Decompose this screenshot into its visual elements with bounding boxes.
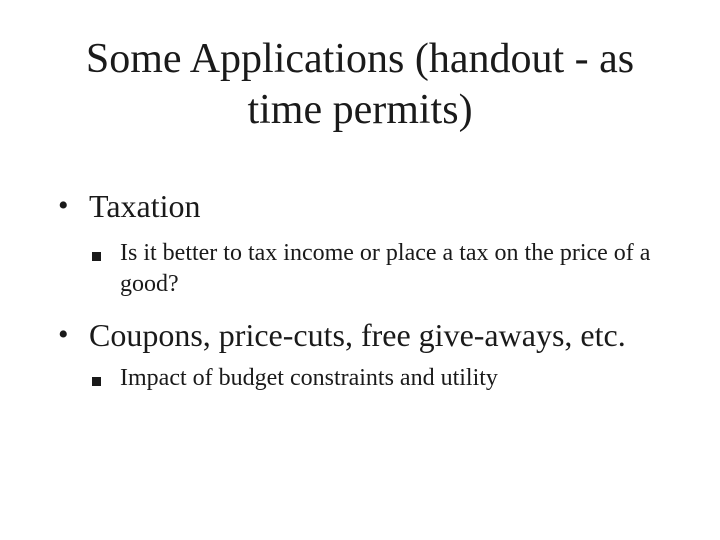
square-bullet-icon	[92, 377, 101, 386]
bullet-text: Coupons, price-cuts, free give-aways, etc.	[89, 317, 626, 353]
bullet-text: Taxation	[89, 188, 201, 224]
sub-bullet-text: Impact of budget constraints and utility	[120, 365, 498, 391]
bullet-dot-icon: •	[58, 189, 69, 222]
square-bullet-icon	[92, 252, 101, 261]
sub-bullet-text: Is it better to tax income or place a tax on the price of a good?	[120, 240, 651, 297]
slide-title	[40, 34, 680, 136]
bullet-dot-icon: •	[58, 318, 69, 351]
slide-title-line-1: Some Applications (handout - as	[85, 36, 635, 82]
slide-title-line-2: time permits)	[247, 87, 473, 133]
